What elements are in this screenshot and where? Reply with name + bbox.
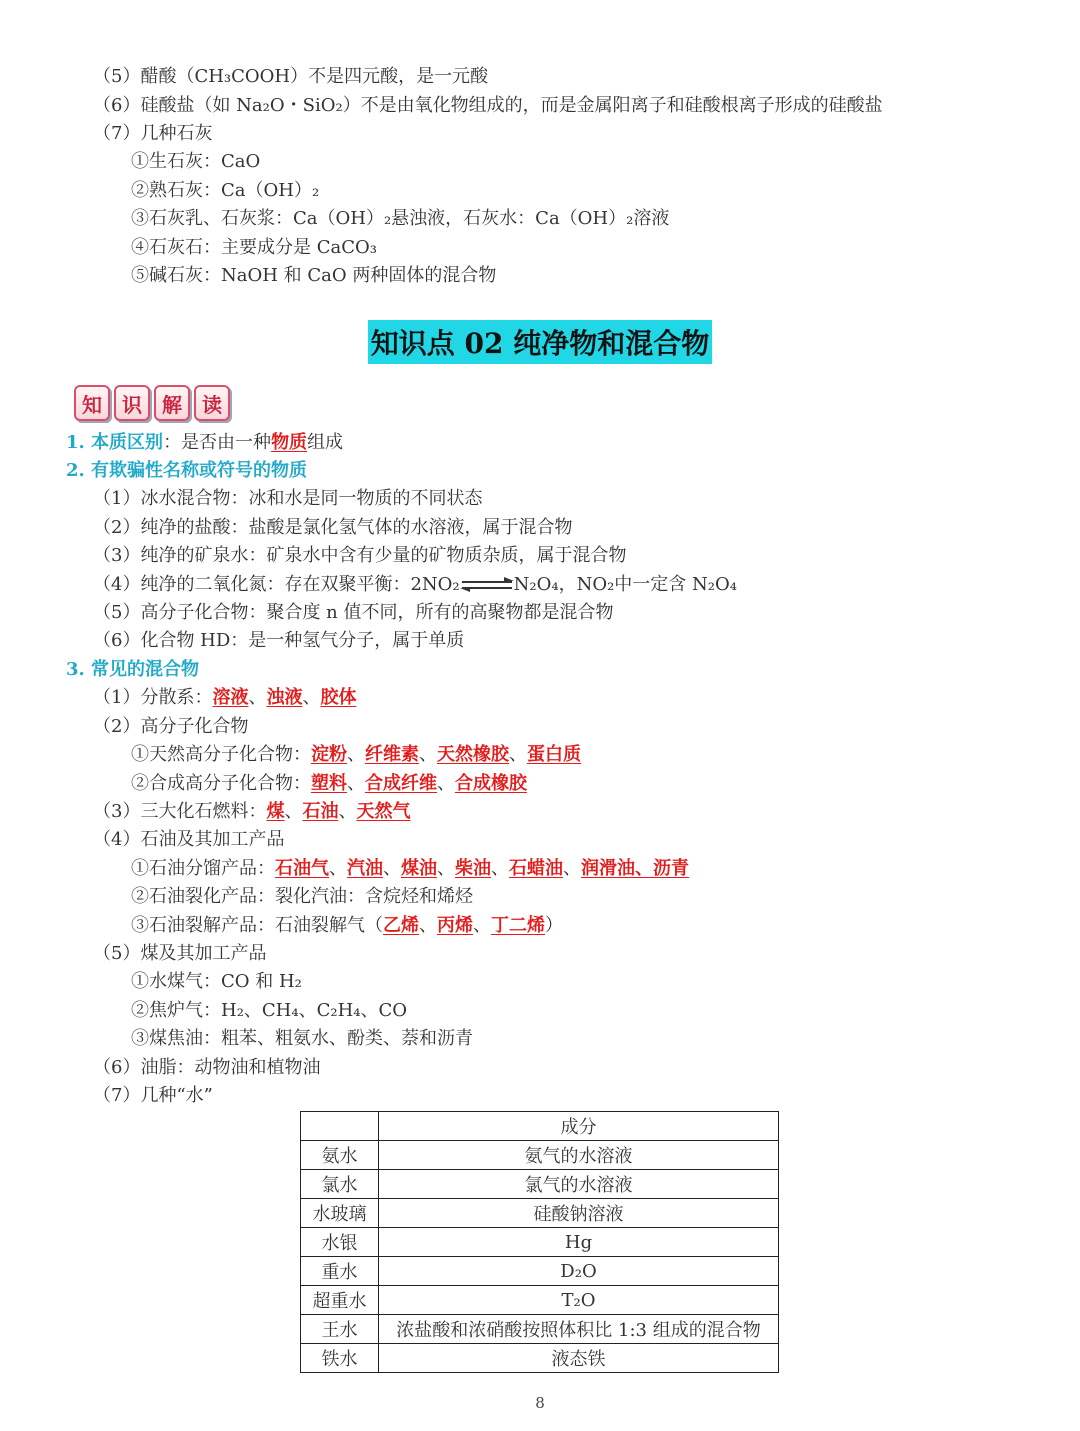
highlight-term: 溶液	[212, 687, 249, 708]
pyrolysis-suffix: ）	[545, 915, 563, 936]
table-row	[301, 1315, 779, 1344]
badge-char: 读	[194, 385, 230, 421]
table-cell: 超重水	[301, 1286, 379, 1315]
table-cell: 王水	[301, 1315, 379, 1344]
equilibrium-suffix: N₂O₄，NO₂中一定含 N₂O₄	[513, 574, 737, 595]
oils-line: （6）油脂：动物油和植物油	[93, 1057, 321, 1078]
table-cell: 液态铁	[379, 1344, 779, 1373]
page-number: 8	[535, 1394, 545, 1412]
coal-item: ③煤焦油：粗苯、粗氨水、酚类、萘和沥青	[131, 1028, 473, 1049]
table-cell: 浓盐酸和浓硝酸按照体积比 1:3 组成的混合物	[379, 1315, 779, 1344]
highlight-term: 合成橡胶	[455, 773, 527, 794]
highlight-term: 煤油	[401, 858, 437, 879]
fractionation-line: ①石油分馏产品：石油气、汽油、煤油、柴油、石蜡油、润滑油、沥青	[131, 858, 689, 879]
point-1-text: ：是否由一种	[163, 432, 272, 453]
point-3-label: 3. 常见的混合物	[66, 659, 200, 680]
fossil-line: （3）三大化石燃料：煤、石油、天然气	[93, 801, 411, 822]
highlight-term: 天然橡胶	[437, 744, 509, 765]
highlight-term: 石油	[302, 801, 339, 822]
highlight-term: 煤	[266, 801, 285, 822]
highlight-term: 天然气	[356, 801, 411, 822]
lime-item: ⑤碱石灰：NaOH 和 CaO 两种固体的混合物	[131, 265, 497, 286]
table-cell: 水玻璃	[301, 1199, 379, 1228]
highlight-term: 纤维素	[365, 744, 419, 765]
point-1	[66, 429, 343, 457]
point-2-item: （6）化合物 HD：是一种氢气分子，属于单质	[93, 630, 465, 651]
lime-item: ④石灰石：主要成分是 CaCO₃	[131, 237, 377, 258]
item-lime-heading: （7）几种石灰	[93, 123, 213, 144]
badge-char: 解	[154, 385, 190, 421]
dispersion-prefix: （1）分散系：	[93, 687, 213, 708]
synthetic-polymer-line: ②合成高分子化合物：塑料、合成纤维、合成橡胶	[131, 773, 527, 794]
point-2-item: （1）冰水混合物：冰和水是同一物质的不同状态	[93, 488, 483, 509]
table-cell: 铁水	[301, 1344, 379, 1373]
table-cell: D₂O	[379, 1257, 779, 1286]
table-row	[301, 1344, 779, 1373]
table-row	[301, 1170, 779, 1199]
pyrolysis-prefix: ③石油裂解产品：石油裂解气（	[131, 915, 383, 936]
lime-item: ①生石灰：CaO	[131, 151, 261, 172]
table-row	[301, 1257, 779, 1286]
point-2-label: 2. 有欺骗性名称或符号的物质	[66, 460, 308, 481]
highlight-term: 乙烯	[383, 915, 419, 936]
badge-char: 知	[74, 385, 110, 421]
table-cell: T₂O	[379, 1286, 779, 1315]
highlight-term: 浊液	[266, 687, 303, 708]
knowledge-badge	[74, 385, 230, 421]
highlight-term: 淀粉	[311, 744, 347, 765]
section-title: 知识点 02 纯净物和混合物	[368, 320, 712, 364]
coal-item: ②焦炉气：H₂、CH₄、C₂H₄、CO	[131, 1000, 408, 1021]
highlight-term: 蛋白质	[527, 744, 581, 765]
highlight-term: 石油气	[275, 858, 329, 879]
highlight-term: 丁二烯	[491, 915, 545, 936]
table-row	[301, 1286, 779, 1315]
point-2-item: （3）纯净的矿泉水：矿泉水中含有少量的矿物质杂质，属于混合物	[93, 545, 627, 566]
polymer-heading: （2）高分子化合物	[93, 716, 249, 737]
coal-item: ①水煤气：CO 和 H₂	[131, 971, 302, 992]
water-table	[300, 1111, 779, 1373]
table-cell: 水银	[301, 1228, 379, 1257]
badge-char: 识	[114, 385, 150, 421]
highlight-term: 合成纤维	[365, 773, 437, 794]
table-header-cell	[301, 1112, 379, 1141]
point-2-item: （5）高分子化合物：聚合度 n 值不同，所有的高聚物都是混合物	[93, 602, 614, 623]
table-cell: Hg	[379, 1228, 779, 1257]
equilibrium-arrow-icon	[460, 578, 514, 592]
point-1-label: 1. 本质区别	[66, 432, 164, 453]
waters-heading: （7）几种“水”	[93, 1085, 213, 1106]
synthetic-polymer-prefix: ②合成高分子化合物：	[131, 773, 311, 794]
natural-polymer-prefix: ①天然高分子化合物：	[131, 744, 311, 765]
lime-item: ③石灰乳、石灰浆：Ca（OH）₂悬浊液，石灰水：Ca（OH）₂溶液	[131, 208, 670, 229]
highlight-term: 胶体	[320, 687, 357, 708]
table-cell: 氨气的水溶液	[379, 1141, 779, 1170]
highlight-term: 汽油	[347, 858, 383, 879]
fractionation-prefix: ①石油分馏产品：	[131, 858, 275, 879]
highlight-term: 润滑油、沥青	[581, 858, 689, 879]
table-row	[301, 1141, 779, 1170]
dispersion-line: （1）分散系：溶液、浊液、胶体	[93, 687, 357, 708]
point-2-item-4	[93, 571, 737, 599]
lime-item: ②熟石灰：Ca（OH）₂	[131, 180, 320, 201]
point-1-highlight: 物质	[271, 432, 308, 453]
highlight-term: 柴油	[455, 858, 491, 879]
highlight-term: 塑料	[311, 773, 347, 794]
table-cell: 氯水	[301, 1170, 379, 1199]
table-cell: 氯气的水溶液	[379, 1170, 779, 1199]
fossil-prefix: （3）三大化石燃料：	[93, 801, 267, 822]
coal-heading: （5）煤及其加工产品	[93, 943, 267, 964]
cracking-line: ②石油裂化产品：裂化汽油：含烷烃和烯烃	[131, 886, 473, 907]
point-1-text-after: 组成	[307, 432, 344, 453]
table-cell: 重水	[301, 1257, 379, 1286]
table-row	[301, 1228, 779, 1257]
point-2-item: （2）纯净的盐酸：盐酸是氯化氢气体的水溶液，属于混合物	[93, 517, 573, 538]
highlight-term: 石蜡油	[509, 858, 563, 879]
table-cell: 氨水	[301, 1141, 379, 1170]
petroleum-heading: （4）石油及其加工产品	[93, 829, 285, 850]
table-cell: 硅酸钠溶液	[379, 1199, 779, 1228]
table-header-cell: 成分	[379, 1112, 779, 1141]
highlight-term: 丙烯	[437, 915, 473, 936]
table-header-row	[301, 1112, 779, 1141]
equilibrium-prefix: （4）纯净的二氧化氮：存在双聚平衡：2NO₂	[93, 574, 460, 595]
pyrolysis-line: ③石油裂解产品：石油裂解气（乙烯、丙烯、丁二烯）	[131, 915, 563, 936]
item-silicate: （6）硅酸盐（如 Na₂O・SiO₂）不是由氧化物组成的，而是金属阳离子和硅酸根离子形成的硅酸盐	[93, 95, 883, 116]
natural-polymer-line: ①天然高分子化合物：淀粉、纤维素、天然橡胶、蛋白质	[131, 744, 581, 765]
item-acetic-acid: （5）醋酸（CH₃COOH）不是四元酸，是一元酸	[93, 66, 489, 87]
table-row	[301, 1199, 779, 1228]
